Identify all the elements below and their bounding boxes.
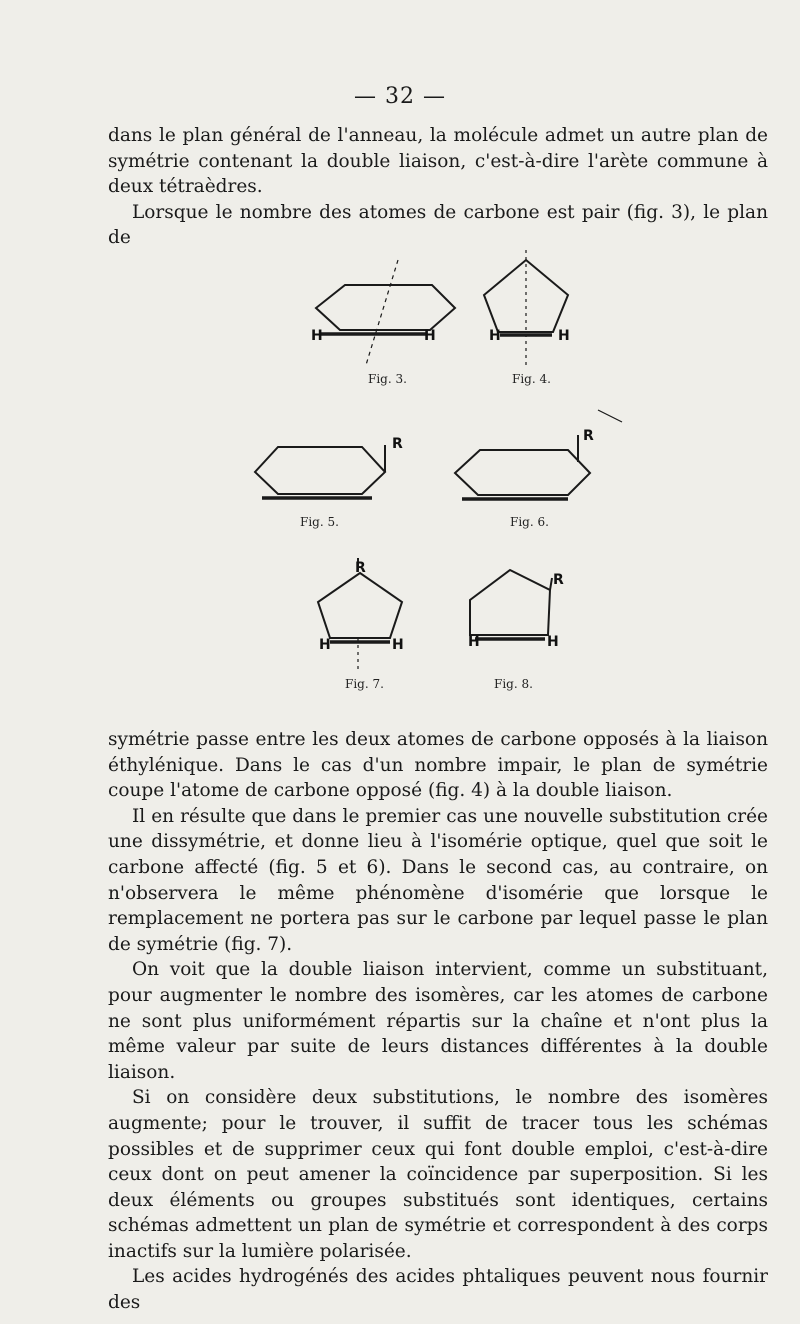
fig6-caption: Fig. 6. [510, 515, 549, 529]
fig8-caption: Fig. 8. [494, 677, 533, 691]
atom-r: R [355, 560, 366, 576]
fig5-hexagon [255, 445, 385, 498]
atom-r: R [583, 428, 594, 444]
fig3-hexagon [316, 260, 455, 365]
atom-h: H [558, 328, 570, 344]
fig8-pentagon [470, 570, 552, 639]
fig5-caption: Fig. 5. [300, 515, 339, 529]
paragraph: dans le plan général de l'anneau, la molécule admet un autre plan de symétrie contenant la double liaison, c'est-à-dire l'arète commune à deux tétraèdres. [108, 125, 768, 198]
atom-h: H [319, 637, 331, 653]
page-number: — 32 — [354, 84, 446, 109]
atom-h: H [311, 328, 323, 344]
paragraph: Les acides hydrogénés des acides phtaliques peuvent nous fournir des [108, 1266, 768, 1314]
fig7-caption: Fig. 7. [345, 677, 384, 691]
atom-r: R [392, 436, 403, 452]
text-block-top [108, 123, 768, 251]
fig3-caption: Fig. 3. [368, 372, 407, 386]
fig4-caption: Fig. 4. [512, 372, 551, 386]
fig4-pentagon [484, 250, 568, 365]
paragraph: On voit que la double liaison intervient, comme un substituant, pour augmenter le nombre des isomères, car les atomes de carbone ne sont plus uniformément répartis sur la chaîne et n'ont plus la même valeur par suite de leurs distances différentes à la double liaison. [108, 959, 768, 1083]
atom-h: H [547, 634, 559, 650]
atom-h: H [489, 328, 501, 344]
paragraph: Lorsque le nombre des atomes de carbone est pair (fig. 3), le plan de [108, 201, 768, 249]
atom-r: R [553, 572, 564, 588]
paragraph: symétrie passe entre les deux atomes de carbone opposés à la liaison éthylénique. Dans le cas d'un nombre impair, le plan de symétrie coupe l'atome de carbone opposé (fig. 4) à la double liaison. [108, 729, 768, 802]
paragraph: Si on considère deux substitutions, le nombre des isomères augmente; pour le trouver, il suffit de tracer tous les schémas possibles et de supprimer ceux qui font double emploi, c'est-à-dire ceux dont on peut amener la coïncidence par superposition. Si les deux éléments ou groupes substitués sont identiques, certains schémas admettent un plan de symétrie et correspondent à des corps inactifs sur la lumière polarisée. [108, 1087, 768, 1262]
atom-h: H [468, 634, 480, 650]
fig6-hexagon [455, 410, 622, 499]
paragraph: Il en résulte que dans le premier cas une nouvelle substitution crée une dissymétrie, et donne lieu à l'isomérie optique, quel que soit le carbone affecté (fig. 5 et 6). Dans le second cas, au contraire, on n'observera le même phénomène d'isomérie que lorsque le remplacement ne portera pas sur le carbone par lequel passe le plan de symétrie (fig. 7). [108, 805, 768, 955]
atom-h: H [392, 637, 404, 653]
figures-illustration [0, 240, 800, 710]
atom-h: H [424, 328, 436, 344]
text-block-bottom [108, 727, 768, 1316]
